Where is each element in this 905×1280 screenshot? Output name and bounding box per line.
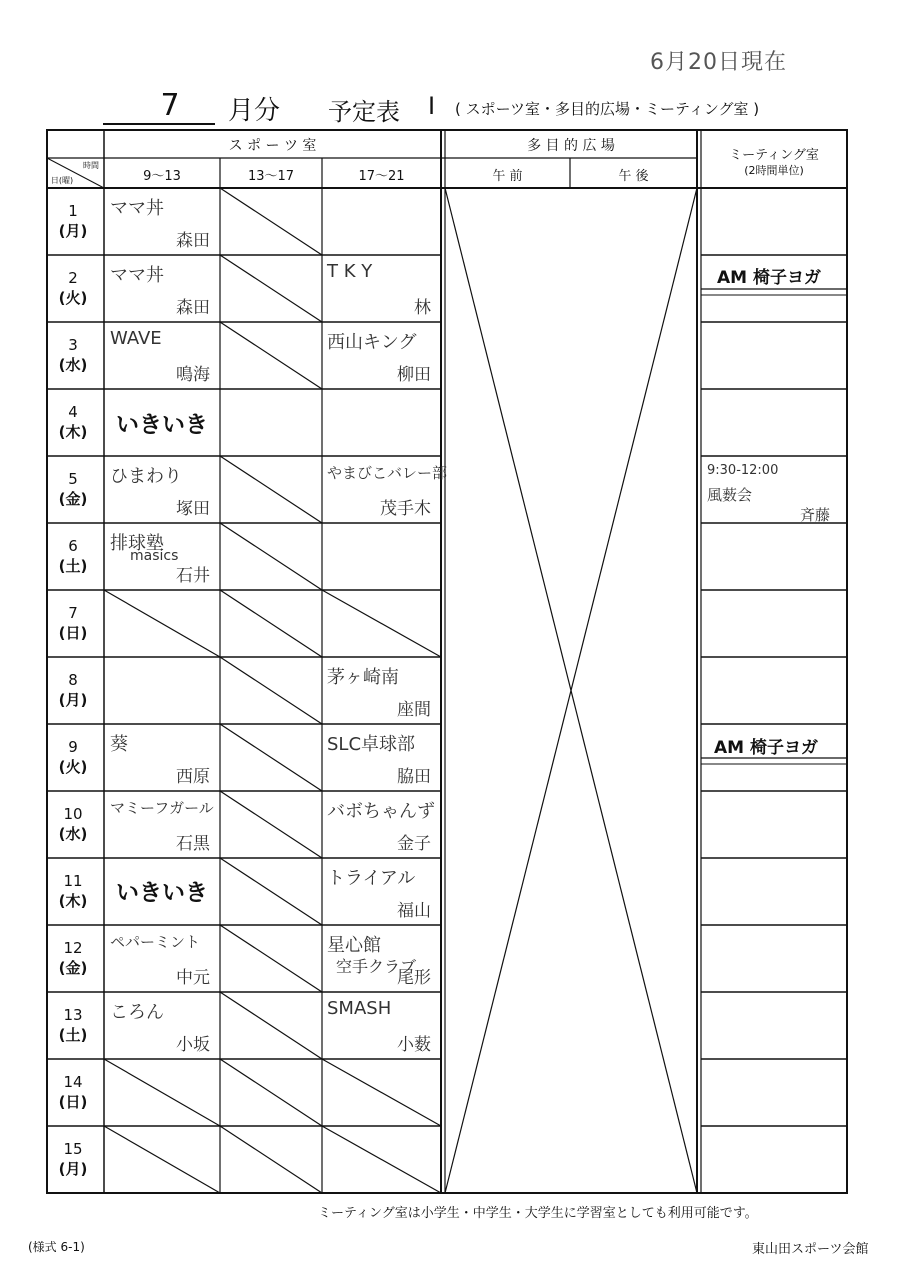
day-of-week: (金) (58, 959, 88, 977)
date-stamp: 6月20日現在 (650, 50, 787, 75)
day-number: 13 (63, 1006, 83, 1024)
day-of-week: (木) (58, 892, 88, 910)
slot1-group-name: WAVE (110, 328, 162, 349)
day-number: 15 (63, 1140, 83, 1158)
slot2-unavailable-diagonal (220, 858, 322, 925)
header-meeting-room: ミーティング室 (729, 148, 819, 163)
footnote: ミーティング室は小学生・中学生・大学生に学習室としても利用可能です。 (318, 1206, 758, 1221)
meeting-day5-time: 9:30-12:00 (707, 463, 779, 478)
title-month-suffix: 月分 (228, 96, 281, 126)
day-number: 6 (68, 537, 78, 555)
day-number: 5 (68, 470, 78, 488)
header-corner-day: 日(曜) (50, 176, 74, 185)
slot3-contact-name: 林 (414, 298, 431, 318)
form-number: (様式 6-1) (28, 1240, 85, 1254)
slot1-contact-name: 西原 (176, 767, 210, 787)
slot1-contact-name: 中元 (176, 968, 210, 988)
facility-name: 東山田スポーツ会館 (752, 1242, 869, 1257)
slot3-contact-name: 脇田 (397, 767, 431, 787)
title-subtitle: ( スポーツ室・多目的広場・ミーティング室 ) (455, 100, 760, 118)
day-number: 10 (63, 805, 83, 823)
day-label (47, 938, 99, 978)
slot1-contact-name: 塚田 (176, 499, 210, 519)
slot1-group-name: ひまわり (110, 466, 182, 487)
slot1-group-name: 排球塾 (110, 533, 164, 554)
slot3-contact-name: 座間 (397, 700, 431, 720)
slot1-contact-name: 石井 (176, 566, 210, 586)
slot3-group-name: 星心館 (327, 935, 381, 956)
slot1-unavailable-diagonal (104, 1059, 220, 1126)
slot3-contact-name: 茂手木 (380, 499, 431, 519)
slot2-unavailable-diagonal (220, 456, 322, 523)
day-number: 2 (68, 269, 78, 287)
slot1-unavailable-diagonal (104, 590, 220, 657)
header-meeting-unit: (2時間単位) (744, 164, 804, 177)
header-corner-time: 時間 (83, 161, 99, 170)
slot3-group-name: SMASH (327, 998, 392, 1019)
slot3-group-name: T K Y (327, 261, 373, 282)
slot1-group-name: ママ丼 (110, 265, 164, 286)
day-label (47, 469, 99, 509)
day-of-week: (火) (58, 289, 88, 307)
meeting-day2: AM 椅子ヨガ (717, 268, 821, 288)
day-of-week: (月) (58, 1160, 88, 1178)
masics-day6: masics (130, 548, 179, 564)
ikiiki-day11: いきいき (116, 880, 208, 906)
slot3-contact-name: 福山 (397, 901, 431, 921)
slot1-contact-name: 小坂 (176, 1035, 210, 1055)
title-month: 7 (160, 88, 180, 123)
day-label (47, 670, 99, 710)
day-of-week: (月) (58, 691, 88, 709)
title-roman: Ⅰ (428, 92, 436, 120)
day-label (47, 268, 99, 308)
slot2-unavailable-diagonal (220, 925, 322, 992)
day-label (47, 402, 99, 442)
slot1-group-name: ペパーミント (110, 933, 201, 951)
header-sports-room: ス ポ ー ツ 室 (228, 138, 317, 154)
slot3-unavailable-diagonal (322, 1126, 441, 1193)
day-of-week: (日) (58, 1093, 88, 1111)
header-am: 午 前 (492, 169, 523, 184)
slot2-unavailable-diagonal (220, 255, 322, 322)
slot3-group-name: やまびこバレー部 (327, 464, 448, 482)
day-label (47, 1005, 99, 1045)
day-number: 4 (68, 403, 78, 421)
day-number: 9 (68, 738, 78, 756)
meeting-day5-person: 斉藤 (800, 506, 831, 524)
day-number: 11 (63, 872, 83, 890)
day-label (47, 737, 99, 777)
slot3-group-name: バボちゃんず (327, 801, 435, 822)
header-plaza: 多 目 的 広 場 (527, 138, 615, 154)
slot3-contact-name: 尾形 (397, 968, 431, 988)
day-number: 12 (63, 939, 83, 957)
slot3-contact-name: 柳田 (397, 365, 431, 385)
slot1-group-name: ママ丼 (110, 198, 164, 219)
day-of-week: (日) (58, 624, 88, 642)
slot1-contact-name: 森田 (176, 231, 210, 251)
title-main: 予定表 (328, 98, 400, 126)
slot2-unavailable-diagonal (220, 724, 322, 791)
header-slot-2: 13～17 (247, 169, 295, 184)
day-label (47, 603, 99, 643)
karate-day12: 空手クラブ (336, 957, 417, 976)
ikiiki-day4: いきいき (116, 412, 208, 438)
day-number: 3 (68, 336, 78, 354)
day-of-week: (水) (58, 356, 88, 374)
slot3-group-name: SLC卓球部 (327, 734, 416, 755)
slot1-group-name: マミーフガール (110, 799, 214, 817)
header-slot-3: 17～21 (358, 169, 405, 184)
day-number: 1 (68, 202, 78, 220)
slot1-contact-name: 石黒 (176, 834, 210, 854)
day-label (47, 804, 99, 844)
day-number: 14 (63, 1073, 83, 1091)
day-label (47, 1072, 99, 1112)
slot2-unavailable-diagonal (220, 791, 322, 858)
slot3-group-name: 西山キング (327, 332, 417, 353)
day-of-week: (木) (58, 423, 88, 441)
slot3-group-name: トライアル (327, 868, 416, 889)
slot2-unavailable-diagonal (220, 1059, 322, 1126)
slot3-unavailable-diagonal (322, 590, 441, 657)
slot2-unavailable-diagonal (220, 1126, 322, 1193)
slot2-unavailable-diagonal (220, 188, 322, 255)
day-label (47, 536, 99, 576)
slot1-contact-name: 森田 (176, 298, 210, 318)
slot3-contact-name: 金子 (397, 834, 431, 854)
day-number: 7 (68, 604, 78, 622)
slot3-unavailable-diagonal (322, 1059, 441, 1126)
day-label (47, 201, 99, 241)
day-of-week: (火) (58, 758, 88, 776)
slot2-unavailable-diagonal (220, 523, 322, 590)
day-of-week: (金) (58, 490, 88, 508)
slot3-group-name: 茅ヶ崎南 (327, 667, 399, 688)
header-pm: 午 後 (618, 169, 649, 184)
slot1-unavailable-diagonal (104, 1126, 220, 1193)
day-of-week: (水) (58, 825, 88, 843)
slot2-unavailable-diagonal (220, 657, 322, 724)
meeting-day5-name: 風薮会 (707, 486, 753, 504)
header-slot-1: 9～13 (143, 169, 181, 184)
day-label (47, 871, 99, 911)
meeting-day9: AM 椅子ヨガ (714, 738, 818, 758)
day-number: 8 (68, 671, 78, 689)
day-label (47, 1139, 99, 1179)
day-of-week: (土) (58, 1026, 88, 1044)
slot2-unavailable-diagonal (220, 322, 322, 389)
slot1-group-name: ころん (110, 1002, 164, 1023)
slot3-contact-name: 小薮 (397, 1035, 431, 1055)
day-of-week: (月) (58, 222, 88, 240)
slot2-unavailable-diagonal (220, 992, 322, 1059)
day-of-week: (土) (58, 557, 88, 575)
slot1-group-name: 葵 (110, 734, 128, 755)
slot1-contact-name: 鳴海 (176, 365, 210, 385)
slot2-unavailable-diagonal (220, 590, 322, 657)
day-label (47, 335, 99, 375)
